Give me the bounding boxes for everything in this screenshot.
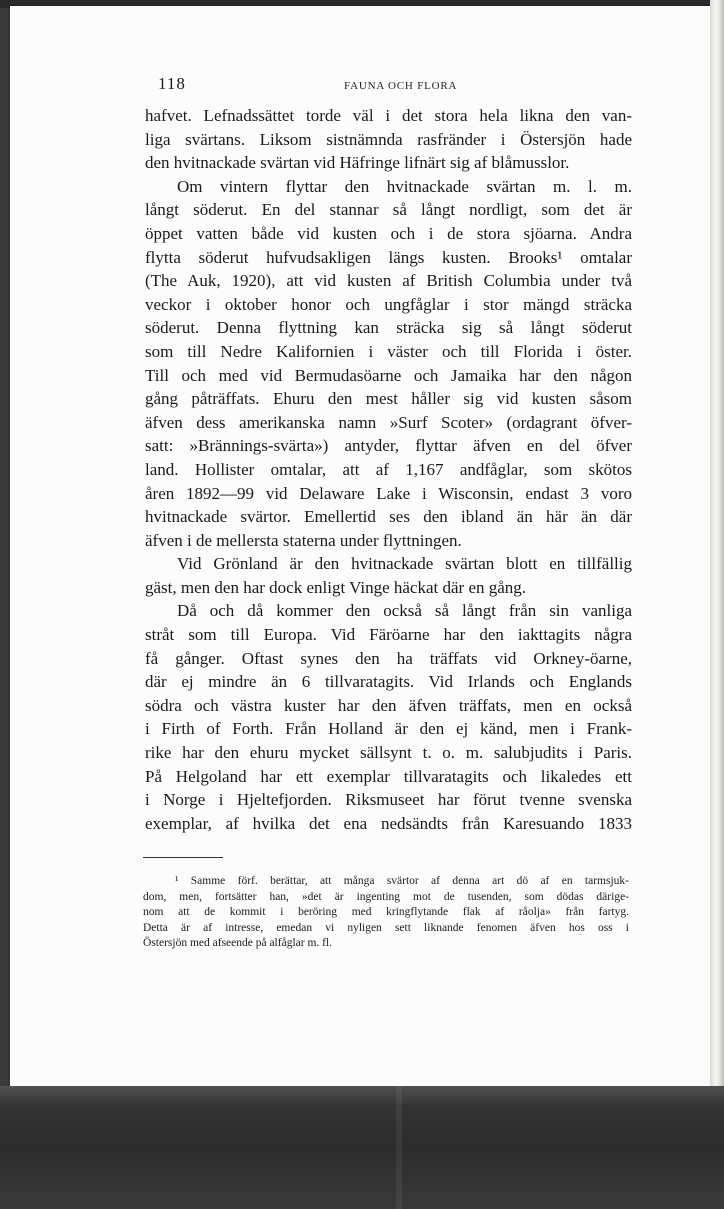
- text-line: få gånger. Oftast synes den ha träffats vid Orkney-öarne,: [145, 648, 632, 668]
- text-line: äfven i de mellersta staterna under flyttningen.: [145, 530, 462, 550]
- footnote-line: nom att de kommit i beröring med kringflytande flak af råolja» från fartyg.: [143, 906, 629, 918]
- page-header: [146, 74, 646, 98]
- text-line: Till och med vid Bermudasöarne och Jamaika har den någon: [145, 365, 632, 385]
- text-line: där ej mindre än 6 tillvaratagits. Vid Irlands och Englands: [145, 672, 632, 692]
- text-line: den hvitnackade svärtan vid Häfringe lifnärt sig af blåmusslor.: [145, 153, 570, 173]
- page-edge: [710, 0, 724, 1209]
- text-line: som till Nedre Kalifornien i väster och till Florida i öster.: [145, 341, 632, 361]
- text-line: rike har den ehuru mycket sällsynt t. o. m. salubjudits i Paris.: [145, 743, 632, 763]
- text-line: södra och västra kuster har den äfven träffats, men en också: [145, 695, 632, 715]
- text-line: Då och då kommer den också så långt från sin vanliga: [177, 601, 632, 621]
- text-line: hvitnackade svärtor. Emellertid ses den ibland än här än där: [145, 507, 632, 527]
- text-line: hafvet. Lefnadssättet torde väl i det stora hela likna den van-: [145, 106, 632, 125]
- page-number: 118: [158, 74, 186, 93]
- footnote-line: Detta är af intresse, emedan vi nyligen sett liknande fenomen äfven hos oss i: [143, 921, 629, 934]
- scan-crease: [396, 1086, 402, 1209]
- footnote: [143, 874, 629, 952]
- text-line: gäst, men den har dock enligt Vinge häckat där en gång.: [145, 577, 527, 597]
- scan-background: [0, 1086, 724, 1209]
- text-line: öppet vatten både vid kusten och i de stora sjöarna. Andra: [145, 223, 632, 243]
- text-line: i Firth of Forth. Från Holland är den ej känd, men i Frank-: [145, 719, 632, 739]
- footnote-separator: [143, 857, 223, 858]
- running-title: FAUNA OCH FLORA: [344, 80, 458, 92]
- text-line: söderut. Denna flyttning kan sträcka sig så långt söderut: [145, 318, 632, 338]
- text-line: flytta söderut hufvudsakligen längs kusten. Brooks¹ omtalar: [145, 247, 632, 267]
- text-line: exemplar, af hvilka det ena nedsändts från Karesuando 1833: [145, 813, 632, 833]
- text-line: stråt som till Europa. Vid Färöarne har den iakttagits några: [145, 625, 632, 645]
- text-line: i Norge i Hjeltefjorden. Riksmuseet har förut tvenne svenska: [145, 790, 632, 810]
- text-line: åren 1892—99 vid Delaware Lake i Wisconsin, endast 3 voro: [145, 483, 632, 503]
- body-text: [145, 104, 632, 835]
- footnote-line: dom, men, fortsätter han, »det är ingenting mot de tusenden, som dödas därige-: [143, 890, 629, 903]
- text-line: (The Auk, 1920), att vid kusten af British Columbia under två: [145, 271, 632, 291]
- text-line: land. Hollister omtalar, att af 1,167 andfåglar, som skötos: [145, 459, 632, 479]
- text-line: satt: »Brännings-svärta») antyder, flyttar äfven en del öfver: [145, 436, 632, 456]
- text-line: äfven dess amerikanska namn »Surf Scoter» (ordagrant öfver-: [145, 412, 632, 432]
- text-line: Vid Grönland är den hvitnackade svärtan blott en tillfällig: [177, 554, 632, 574]
- text-line: gång påträffats. Ehuru den mest håller sig vid kusten såsom: [145, 389, 632, 409]
- footnote-line: ¹ Samme förf. berättar, att många svärtor af denna art dö af en tarmsjuk-: [175, 875, 629, 887]
- text-line: långt söderut. En del stannar så långt nordligt, som det är: [145, 200, 632, 220]
- text-line: På Helgoland har ett exemplar tillvaratagits och likaledes ett: [145, 766, 632, 786]
- text-line: veckor i oktober honor och ungfåglar i stor mängd sträcka: [145, 294, 632, 314]
- text-line: Om vintern flyttar den hvitnackade svärtan m. l. m.: [177, 176, 632, 196]
- text-line: liga svärtans. Liksom sistnämnda rasfränder i Östersjön hade: [145, 129, 632, 149]
- footnote-line: Östersjön med afseende på alfåglar m. fl.: [143, 937, 333, 949]
